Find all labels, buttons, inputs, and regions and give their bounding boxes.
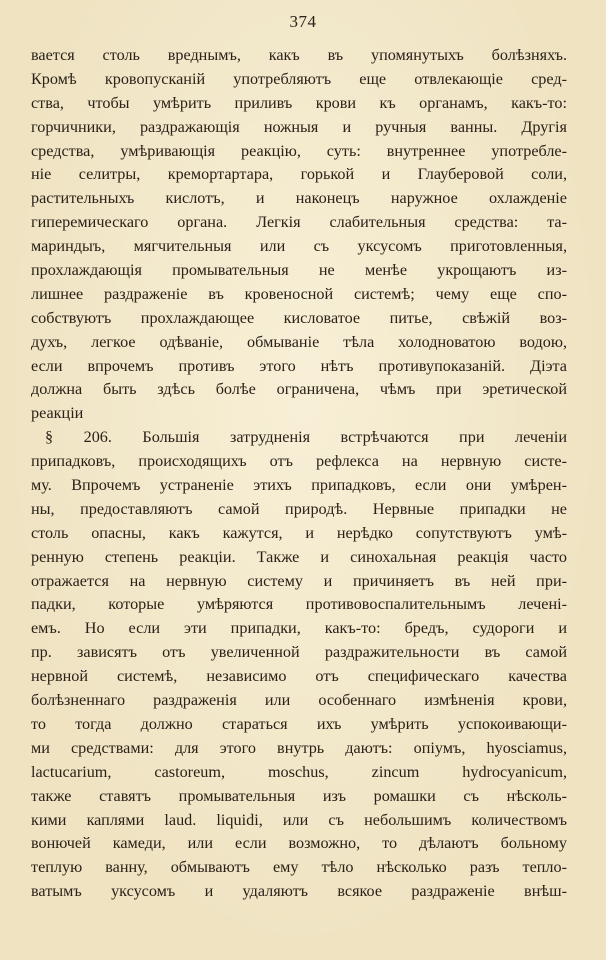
text-line: мариндыъ, мягчительныя или съ уксусомъ приготовленныя, [31,237,567,256]
text-line: гиперемическаго органа. Легкiя слабительныя средства: та- [31,213,567,232]
text-line: должна быть здѣсь болѣе ограничена, чѣмъ при эретической [31,380,567,399]
text-line: то тогда должно стараться ихъ умѣрить успокоивающи- [31,714,567,733]
text-line: му. Впрочемъ устраненiе этихъ припадковъ, если они умѣрен- [31,476,567,495]
text-line: отражается на нервную систему и причиняетъ въ ней при- [31,571,567,590]
text-line: припадковъ, происходящихъ отъ рефлекса на нервную систе- [31,452,567,471]
text-line: ренную степень реакцiи. Также и синохальная реакцiя часто [31,547,567,566]
section-206-heading-line: § 206. Большiя затрудненiя встрѣчаются при леченiи [45,428,567,447]
text-line: падки, которые умѣряются противовоспалительнымъ леченi- [31,595,567,614]
text-line: вонючей камеди, или если возможно, то дѣлаютъ больному [31,834,567,853]
text-line: растительныхъ кислотъ, и наконецъ наружное охлажденiе [31,189,567,208]
text-line: Кромѣ кровопусканiй употребляютъ еще отвлекающiе сред- [31,69,567,88]
text-line: средства, умѣривающiя реакцiю, суть: внутреннее употребле- [31,141,567,160]
text-line: нiе селитры, кремортартара, горькой и Глауберовой соли, [31,165,567,184]
text-line: лишнее раздраженiе въ кровеносной системѣ; чему еще спо- [31,284,567,303]
text-line: пр. зависятъ отъ увеличенной раздражительности въ самой [31,643,567,662]
text-line: теплую ванну, обмываютъ ему тѣло нѣсколько разъ тепло- [31,858,567,877]
text-line: если впрочемъ противъ этого нѣтъ противупоказанiй. Дiэта [31,356,567,375]
text-line: lactucarium, castoreum, moschus, zincum hydrocyanicum, [31,762,567,781]
text-line: болѣзненнаго раздраженiя или особеннаго измѣненiя крови, [31,691,567,710]
text-line: также ставятъ промывательныя изъ ромашки съ нѣсколь- [31,786,567,805]
text-line: ны, предоставляютъ самой природѣ. Нервные припадки не [31,499,567,518]
text-line: прохлаждающiя промывательныя не менѣе укрощаютъ из- [31,261,567,280]
body-text [31,44,567,904]
text-line: ства, чтобы умѣрить приливъ крови къ органамъ, какъ-то: [31,93,567,112]
page-number: 374 [289,12,317,31]
text-line: столь опасны, какъ кажутся, и нерѣдко сопутствуютъ умѣ- [31,523,567,542]
text-line: ватымъ уксусомъ и удаляютъ всякое раздраженiе внѣш- [31,882,567,901]
text-line: нервной системѣ, независимо отъ специфическаго качества [31,667,567,686]
text-line: собствуютъ прохлаждающее кисловатое питье, свѣжiй воз- [31,308,567,327]
text-line: ми средствами: для этого внутрь даютъ: опiумъ, hyosciamus, [31,738,567,757]
text-line: емъ. Но если эти припадки, какъ-то: бредъ, судороги и [31,619,567,638]
text-line: вается столь вреднымъ, какъ въ упомянутыхъ болѣзняхъ. [31,46,567,64]
text-line: горчичники, раздражающiя ножныя и ручныя ванны. Другiя [31,117,567,136]
text-line: кими каплями laud. liquidi, или съ небольшимъ количествомъ [31,810,567,829]
paragraph-end-line: реакцiи [31,404,84,423]
text-line: духъ, легкое одѣванiе, обмыванiе тѣла холодноватою водою, [31,332,567,351]
